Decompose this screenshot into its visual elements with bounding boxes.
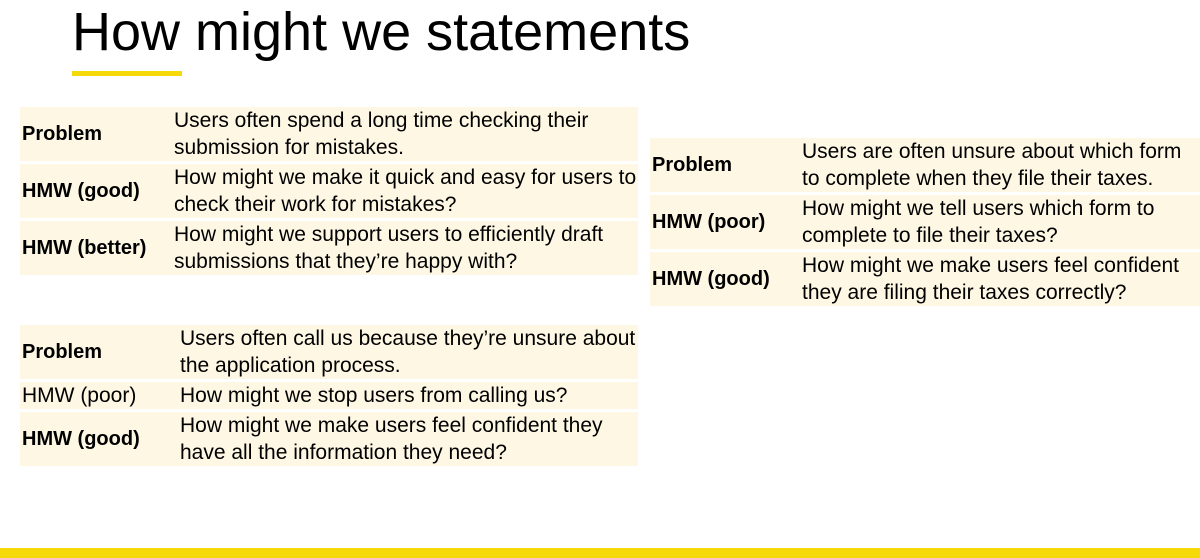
- row-text: How might we make users feel confident they are filing their taxes correctly?: [798, 251, 1200, 307]
- hmw-table-tax-submission: [20, 107, 638, 275]
- row-text: How might we make it quick and easy for users to check their work for mistakes?: [170, 163, 638, 220]
- slide-title: How might we statements: [72, 2, 691, 62]
- table-row: [650, 194, 1200, 251]
- row-label: HMW (good): [20, 411, 176, 467]
- table-row: [20, 107, 638, 163]
- row-label: HMW (good): [20, 163, 170, 220]
- table-row: [20, 381, 638, 411]
- row-label: HMW (better): [20, 220, 170, 276]
- row-label: HMW (poor): [20, 381, 176, 411]
- table-row: [20, 220, 638, 276]
- row-label: Problem: [650, 138, 798, 194]
- table-row: [650, 138, 1200, 194]
- hmw-table-application-process: [20, 325, 638, 466]
- footer-accent-bar: [0, 548, 1200, 558]
- row-text: How might we stop users from calling us?: [176, 381, 638, 411]
- table-row: [20, 325, 638, 381]
- row-label: Problem: [20, 325, 176, 381]
- row-text: How might we support users to efficiently draft submissions that they’re happy with?: [170, 220, 638, 276]
- row-text: How might we make users feel confident they have all the information they need?: [176, 411, 638, 467]
- hmw-table-tax-forms: [650, 138, 1200, 306]
- table-row: [20, 163, 638, 220]
- row-text: Users often spend a long time checking their submission for mistakes.: [170, 107, 638, 163]
- row-text: How might we tell users which form to complete to file their taxes?: [798, 194, 1200, 251]
- title-underline: [72, 71, 182, 76]
- row-label: Problem: [20, 107, 170, 163]
- row-text: Users often call us because they’re unsure about the application process.: [176, 325, 638, 381]
- row-label: HMW (good): [650, 251, 798, 307]
- table-row: [650, 251, 1200, 307]
- table-row: [20, 411, 638, 467]
- row-text: Users are often unsure about which form to complete when they file their taxes.: [798, 138, 1200, 194]
- row-label: HMW (poor): [650, 194, 798, 251]
